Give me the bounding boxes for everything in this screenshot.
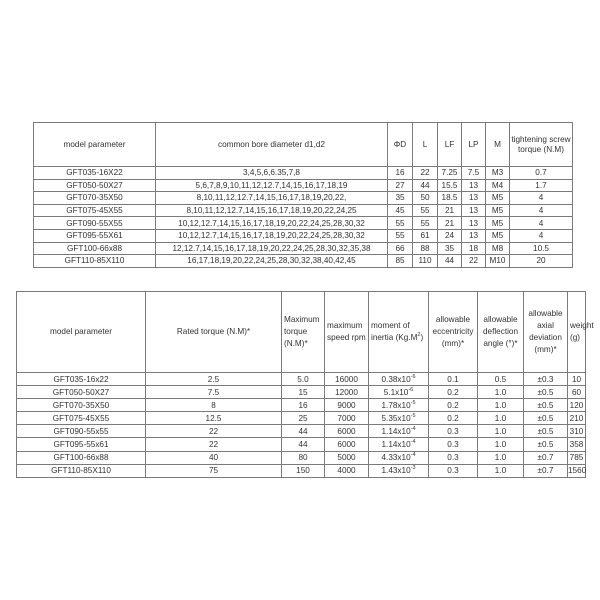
cell-max-torque: 15 (282, 386, 325, 399)
cell-axial: ±0.5 (524, 386, 568, 399)
cell-lf: 21 (438, 204, 462, 217)
cell-weight: 1560 (568, 464, 586, 477)
cell-rated: 2.5 (146, 373, 282, 386)
cell-inertia (369, 412, 429, 425)
col-header-axial: allowable axial deviation (mm)* (524, 292, 568, 373)
cell-torque: 4 (510, 204, 573, 217)
cell-defl: 1.0 (478, 451, 524, 464)
col-header-screw-torque: tightening screw torque (N.M) (510, 123, 573, 167)
cell-torque: 4 (510, 192, 573, 205)
cell-defl: 1.0 (478, 438, 524, 451)
col-header-rated-torque: Rated torque (N.M)* (146, 292, 282, 373)
performance-table (16, 291, 594, 478)
cell-l: 44 (413, 179, 438, 192)
cell-lf: 15.5 (438, 179, 462, 192)
cell-max-torque: 16 (282, 399, 325, 412)
cell-weight: 120 (568, 399, 586, 412)
cell-defl: 1.0 (478, 399, 524, 412)
cell-inertia (369, 451, 429, 464)
cell-inertia (369, 399, 429, 412)
cell-max-speed: 12000 (325, 386, 369, 399)
cell-lp: 18 (462, 242, 486, 255)
cell-axial: ±0.7 (524, 464, 568, 477)
cell-lf: 21 (438, 217, 462, 230)
cell-axial: ±0.5 (524, 438, 568, 451)
cell-model: GFT035-16X22 (34, 167, 156, 180)
col-header-bore: common bore diameter d1,d2 (156, 123, 388, 167)
cell-rated: 7.5 (146, 386, 282, 399)
inertia-label-end: ) (420, 333, 424, 342)
cell-max-speed: 16000 (325, 373, 369, 386)
cell-inertia (369, 438, 429, 451)
table-row (17, 386, 586, 399)
cell-phid: 35 (388, 192, 413, 205)
cell-rated: 12.5 (146, 412, 282, 425)
cell-lp: 13 (462, 229, 486, 242)
cell-max-torque: 44 (282, 425, 325, 438)
col-header-deflection: allowable deflection angle (°)* (478, 292, 524, 373)
cell-l: 55 (413, 217, 438, 230)
cell-phid: 45 (388, 204, 413, 217)
cell-inertia (369, 464, 429, 477)
col-header-lp: LP (462, 123, 486, 167)
cell-rated: 8 (146, 399, 282, 412)
cell-lf: 7.25 (438, 167, 462, 180)
cell-phid: 85 (388, 255, 413, 268)
cell-axial: ±0.3 (524, 373, 568, 386)
cell-defl: 1.0 (478, 412, 524, 425)
table-row (34, 204, 573, 217)
cell-ecc: 0.2 (429, 412, 478, 425)
cell-lp: 13 (462, 217, 486, 230)
inertia-exponent: -6 (408, 386, 414, 393)
inertia-base: 1.43x10 (381, 466, 411, 476)
table-row (17, 425, 586, 438)
table-row (34, 229, 573, 242)
cell-bore: 10,12,12.7,14,15,16,17,18,19,20,22,24,25,28,30,32 (156, 229, 388, 242)
cell-weight: 310 (568, 425, 586, 438)
table-header-row (34, 123, 573, 167)
cell-inertia (369, 373, 429, 386)
cell-weight: 60 (568, 386, 586, 399)
cell-l: 88 (413, 242, 438, 255)
cell-lp: 13 (462, 204, 486, 217)
cell-rated: 22 (146, 438, 282, 451)
cell-lf: 35 (438, 242, 462, 255)
cell-lf: 44 (438, 255, 462, 268)
cell-bore: 12,12.7,14,15,16,17,18,19,20,22,24,25,28,30,32,35,38 (156, 242, 388, 255)
inertia-exponent: -4 (410, 425, 416, 432)
cell-phid: 55 (388, 217, 413, 230)
inertia-base: 1.14x10 (381, 440, 411, 450)
bore-dimension-table (33, 122, 573, 268)
cell-model: GFT110-85X110 (17, 464, 146, 477)
table-row (34, 217, 573, 230)
col-header-l: L (413, 123, 438, 167)
col-header-model: model parameter (17, 292, 146, 373)
col-header-lf: LF (438, 123, 462, 167)
cell-torque: 10.5 (510, 242, 573, 255)
cell-rated: 40 (146, 451, 282, 464)
cell-phid: 27 (388, 179, 413, 192)
cell-max-speed: 6000 (325, 438, 369, 451)
inertia-base: 0.38x10 (381, 374, 411, 384)
table-header-row (17, 292, 586, 373)
table-row (34, 242, 573, 255)
cell-max-torque: 25 (282, 412, 325, 425)
cell-max-speed: 9000 (325, 399, 369, 412)
cell-bore: 8,10,11,12,12.7,14,15,16,17,18,19,20,22, (156, 192, 388, 205)
inertia-exponent: -5 (410, 412, 416, 419)
cell-l: 22 (413, 167, 438, 180)
inertia-unit-exp: 2 (417, 332, 421, 338)
cell-lf: 24 (438, 229, 462, 242)
cell-axial: ±0.5 (524, 412, 568, 425)
col-header-max-torque: Maximum torque (N.M)* (282, 292, 325, 373)
cell-l: 50 (413, 192, 438, 205)
cell-inertia (369, 386, 429, 399)
col-header-weight: weight (g) (568, 292, 586, 373)
inertia-base: 1.14x10 (381, 426, 411, 436)
table-row (34, 192, 573, 205)
cell-rated: 75 (146, 464, 282, 477)
cell-inertia (369, 425, 429, 438)
cell-ecc: 0.2 (429, 386, 478, 399)
col-header-phid: ΦD (388, 123, 413, 167)
cell-model: GFT095-55x61 (17, 438, 146, 451)
cell-model: GFT095-55X61 (34, 229, 156, 242)
col-header-inertia (369, 292, 429, 373)
cell-m: M5 (486, 217, 510, 230)
cell-model: GFT090-55x55 (17, 425, 146, 438)
cell-bore: 5,6,7,8,9,10,11,12,12.7,14,15,16,17,18,19 (156, 179, 388, 192)
cell-defl: 1.0 (478, 386, 524, 399)
col-header-max-speed: maximum speed rpm (325, 292, 369, 373)
cell-ecc: 0.1 (429, 373, 478, 386)
inertia-base: 1.78x10 (381, 400, 411, 410)
cell-bore: 16,17,18,19,20,22,24,25,28,30,32,38,40,42,45 (156, 255, 388, 268)
cell-max-speed: 5000 (325, 451, 369, 464)
cell-max-torque: 150 (282, 464, 325, 477)
cell-model: GFT090-55X55 (34, 217, 156, 230)
cell-ecc: 0.3 (429, 464, 478, 477)
col-header-m: M (486, 123, 510, 167)
inertia-exponent: -4 (410, 452, 416, 459)
table-row (17, 438, 586, 451)
inertia-base: 5.35x10 (381, 413, 411, 423)
cell-weight: 10 (568, 373, 586, 386)
cell-lp: 7.5 (462, 167, 486, 180)
cell-model: GFT050-50X27 (17, 386, 146, 399)
cell-torque: 1.7 (510, 179, 573, 192)
cell-model: GFT070-35X50 (34, 192, 156, 205)
table-row (17, 451, 586, 464)
cell-lp: 13 (462, 192, 486, 205)
cell-bore: 3,4,5,6,6.35,7,8 (156, 167, 388, 180)
cell-axial: ±0.7 (524, 451, 568, 464)
table-row (17, 464, 586, 477)
cell-m: M3 (486, 167, 510, 180)
inertia-exponent: -3 (410, 465, 416, 472)
cell-max-speed: 4000 (325, 464, 369, 477)
cell-m: M4 (486, 179, 510, 192)
cell-axial: ±0.5 (524, 425, 568, 438)
cell-max-speed: 6000 (325, 425, 369, 438)
cell-defl: 0.5 (478, 373, 524, 386)
cell-phid: 55 (388, 229, 413, 242)
cell-l: 61 (413, 229, 438, 242)
cell-phid: 16 (388, 167, 413, 180)
table-row (34, 167, 573, 180)
inertia-base: 4.33x10 (381, 453, 411, 463)
cell-m: M10 (486, 255, 510, 268)
cell-torque: 4 (510, 217, 573, 230)
cell-bore: 8,10,11,12,12.7,14,15,16,17,18,19,20,22,24,25 (156, 204, 388, 217)
cell-weight: 358 (568, 438, 586, 451)
cell-lp: 22 (462, 255, 486, 268)
cell-torque: 20 (510, 255, 573, 268)
inertia-label: moment of inertia (Kg.M (371, 321, 418, 342)
cell-weight: 210 (568, 412, 586, 425)
cell-lp: 13 (462, 179, 486, 192)
table-row (34, 179, 573, 192)
cell-ecc: 0.3 (429, 438, 478, 451)
cell-ecc: 0.3 (429, 425, 478, 438)
cell-torque: 4 (510, 229, 573, 242)
cell-model: GFT035-16x22 (17, 373, 146, 386)
cell-axial: ±0.5 (524, 399, 568, 412)
table-row (34, 255, 573, 268)
inertia-base: 5.1x10 (383, 387, 409, 397)
cell-torque: 0.7 (510, 167, 573, 180)
cell-model: GFT110-85X110 (34, 255, 156, 268)
inertia-exponent: -5 (410, 399, 416, 406)
cell-model: GFT075-45X55 (17, 412, 146, 425)
cell-ecc: 0.3 (429, 451, 478, 464)
cell-lf: 18.5 (438, 192, 462, 205)
cell-m: M5 (486, 229, 510, 242)
cell-model: GFT100-66x88 (17, 451, 146, 464)
cell-model: GFT070-35X50 (17, 399, 146, 412)
cell-max-torque: 44 (282, 438, 325, 451)
inertia-exponent: -6 (410, 373, 416, 380)
cell-phid: 66 (388, 242, 413, 255)
col-header-eccentricity: allowable eccentricity (mm)* (429, 292, 478, 373)
cell-bore: 10,12,12.7,14,15,16,17,18,19,20,22,24,25,28,30,32 (156, 217, 388, 230)
cell-defl: 1.0 (478, 425, 524, 438)
cell-m: M5 (486, 204, 510, 217)
cell-defl: 1.0 (478, 464, 524, 477)
cell-max-torque: 80 (282, 451, 325, 464)
cell-l: 110 (413, 255, 438, 268)
inertia-exponent: -4 (410, 439, 416, 446)
table-row (17, 399, 586, 412)
cell-model: GFT050-50X27 (34, 179, 156, 192)
cell-m: M5 (486, 192, 510, 205)
cell-rated: 22 (146, 425, 282, 438)
cell-weight: 785 (568, 451, 586, 464)
cell-max-speed: 7000 (325, 412, 369, 425)
cell-model: GFT100-66x88 (34, 242, 156, 255)
cell-max-torque: 5.0 (282, 373, 325, 386)
cell-m: M8 (486, 242, 510, 255)
table-row (17, 373, 586, 386)
cell-model: GFT075-45X55 (34, 204, 156, 217)
cell-l: 55 (413, 204, 438, 217)
table-row (17, 412, 586, 425)
cell-ecc: 0.2 (429, 399, 478, 412)
col-header-model: model parameter (34, 123, 156, 167)
